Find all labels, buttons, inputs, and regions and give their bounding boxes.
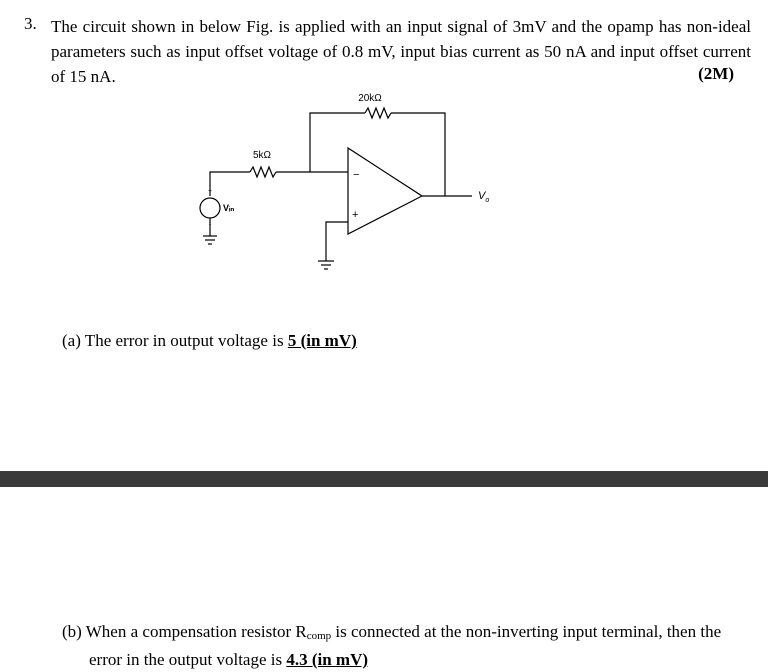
part-b-line-1	[62, 620, 762, 648]
part-b-answer: 4.3 (in mV)	[286, 650, 369, 669]
part-b-label-sub: comp	[306, 630, 332, 642]
feedback-resistor-label: 20kΩ	[358, 93, 382, 104]
opamp-symbol	[348, 148, 422, 234]
part-b-label-end: is connected at the non-inverting input terminal, then the	[331, 622, 722, 641]
noninverting-ground-wire	[326, 222, 348, 261]
feedback-wire-left	[310, 113, 365, 172]
part-a-label: (a) The error in output voltage is	[62, 331, 284, 350]
question-text: The circuit shown in below Fig. is applied with an input signal of 3mV and the opamp has non-ideal parameters such as input offset voltage of 0.8 mV, input bias current as 50 nA and input offset current of 15 nA.	[51, 17, 751, 86]
input-source-symbol	[200, 198, 220, 218]
feedback-wire-right	[391, 113, 445, 196]
source-minus-marker: -	[208, 222, 212, 229]
input-resistor	[250, 167, 276, 177]
source-plus-marker: +	[207, 188, 213, 195]
input-resistor-label: 5kΩ	[252, 150, 272, 161]
part-a-answer: 5 (in mV)	[287, 331, 357, 350]
output-label: $V_o$	[478, 190, 490, 204]
opamp-circuit-diagram	[190, 86, 490, 276]
noninverting-sign: +	[352, 209, 359, 221]
source-label: Vᵢₙ	[223, 203, 235, 213]
question-marks: (2M)	[698, 64, 734, 83]
inverting-sign: −	[353, 169, 360, 181]
part-b-line2-text: error in the output voltage is	[89, 650, 283, 669]
input-wire-left	[207, 172, 250, 196]
part-b-label-start: (b) When a compensation resistor R	[62, 622, 307, 641]
question-number: 3.	[24, 14, 37, 33]
part-a-question	[62, 331, 357, 351]
feedback-resistor	[365, 108, 391, 118]
part-b-line-2	[62, 648, 762, 672]
section-divider	[0, 471, 768, 487]
part-b-question	[62, 620, 762, 672]
